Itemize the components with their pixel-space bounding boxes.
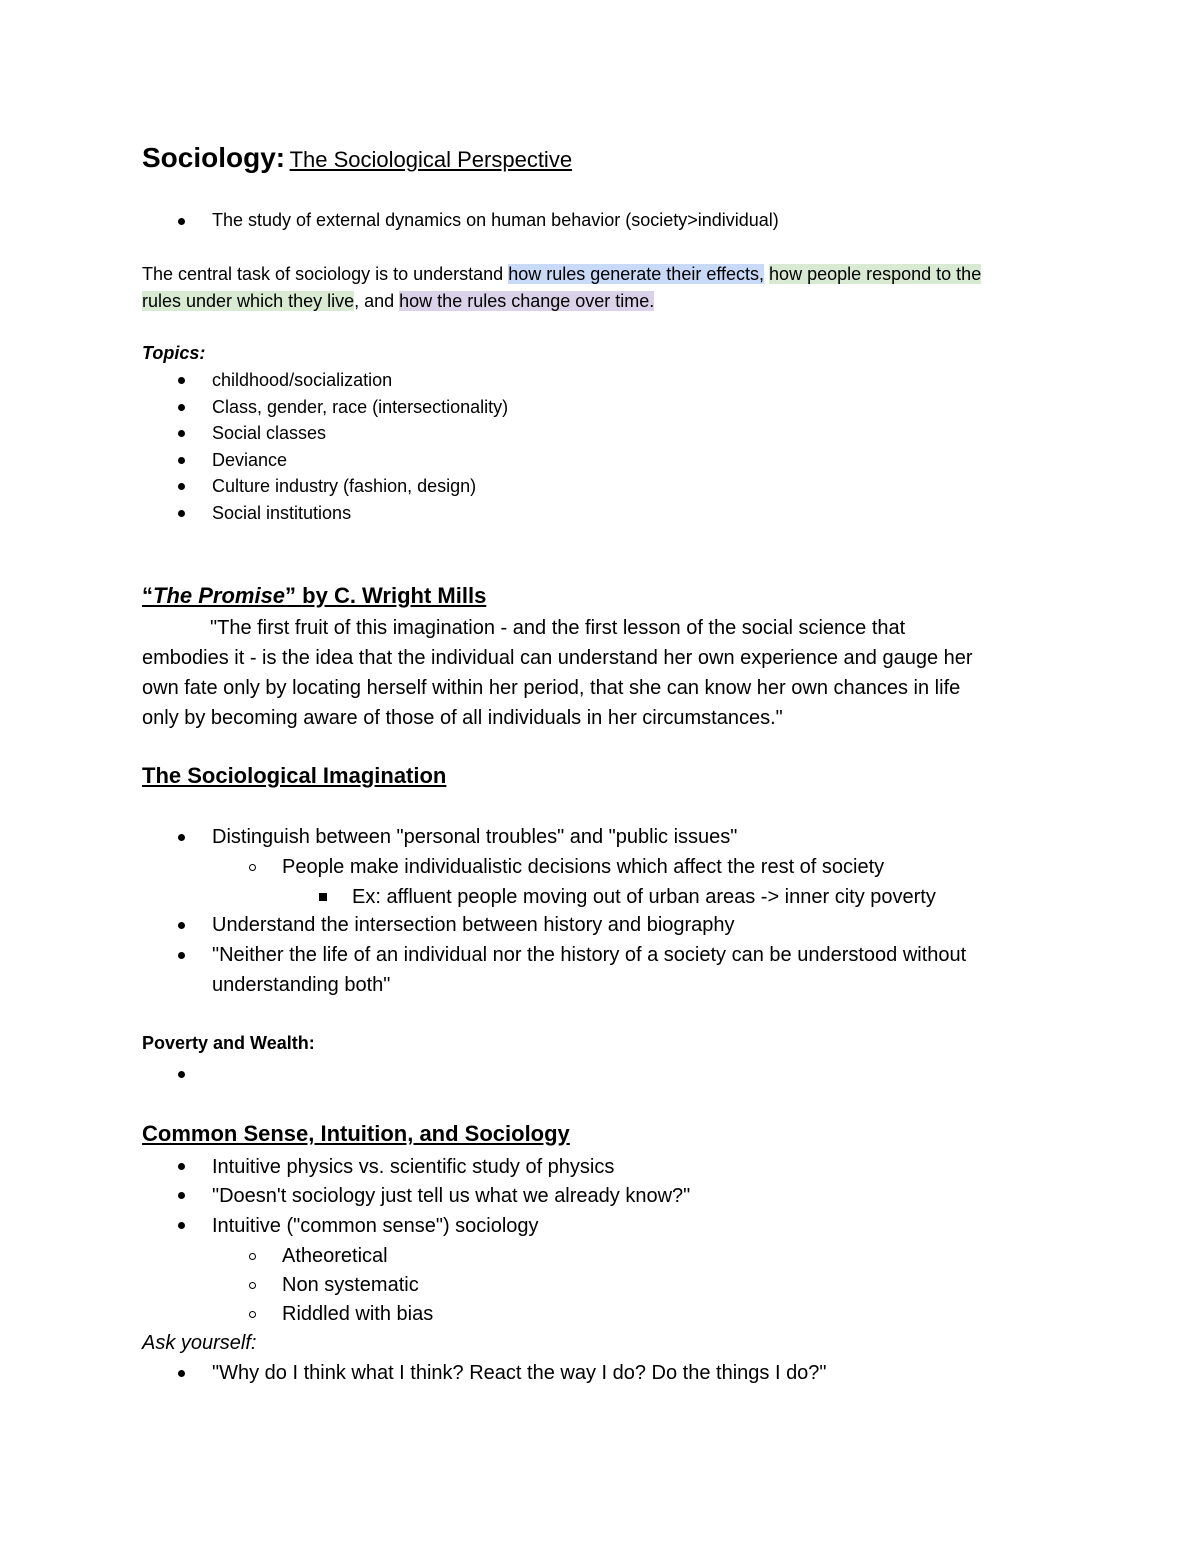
highlight-people-respond: how people respond to the [769,264,982,284]
ask-bullet: "Why do I think what I think? React the way I do? Do the things I do?" [212,1362,827,1384]
bullet-icon [178,1222,185,1229]
hollow-bullet-icon [249,1282,256,1289]
hollow-bullet-icon [249,1311,256,1318]
bullet-icon [178,1071,185,1078]
imagination-bullet-cont: understanding both" [212,974,391,996]
promise-heading: “The Promise” by C. Wright Mills [142,583,487,608]
topic-item: Class, gender, race (intersectionality) [212,396,509,417]
bullet-icon [178,483,185,490]
imagination-sub-sub-bullet: Ex: affluent people moving out of urban areas -> inner city poverty [352,886,936,908]
bullet-icon [178,510,185,517]
highlight-rules-effects: how rules generate their effects, [508,264,765,284]
hollow-bullet-icon [249,1253,256,1260]
central-task-line1: The central task of sociology is to understand how rules generate their effects, how people respond to the [142,264,982,284]
common-sub-item: Riddled with bias [282,1303,434,1325]
topics-label: Topics: [142,343,206,363]
common-sub-item: Atheoretical [282,1245,388,1267]
bullet-icon [178,457,185,464]
promise-quote-line: own fate only by locating herself within her period, that she can know her own chances in life [142,677,961,699]
common-bullet: "Doesn't sociology just tell us what we already know?" [212,1185,691,1207]
promise-quote-line: only by becoming aware of those of all individuals in her circumstances." [142,707,783,729]
topic-item: Deviance [212,449,288,470]
topic-item: Social institutions [212,503,352,523]
poverty-heading: Poverty and Wealth: [142,1033,315,1053]
imagination-bullet: Distinguish between "personal troubles" and "public issues" [212,826,738,848]
promise-title: The Promise [153,583,286,608]
title-subtitle: The Sociological Perspective [289,147,573,172]
central-task-line2: rules under which they live, and how the rules change over time. [142,291,655,311]
intro-bullet-text: The study of external dynamics on human behavior (society>individual) [212,210,779,230]
bullet-icon [178,1163,185,1170]
ask-yourself-label: Ask yourself: [142,1332,257,1354]
common-heading: Common Sense, Intuition, and Sociology [142,1121,570,1146]
highlight-rules-change: how the rules change over time. [399,291,655,311]
square-bullet-icon [319,893,327,901]
bullet-icon [178,377,185,384]
common-sub-item: Non systematic [282,1274,419,1296]
bullet-icon [178,952,185,959]
imagination-bullet: Understand the intersection between history and biography [212,914,735,936]
title-main: Sociology: [142,142,286,173]
page-title [142,142,572,174]
topic-item: childhood/socialization [212,370,393,390]
highlight-rules-live: rules under which they live [142,291,355,311]
common-bullet: Intuitive physics vs. scientific study of physics [212,1156,615,1178]
promise-quote-line: "The first fruit of this imagination - and the first lesson of the social science that [210,617,906,639]
bullet-icon [178,1370,185,1377]
promise-quote-line: embodies it - is the idea that the individual can understand her own experience and gauge her [142,647,973,669]
bullet-icon [178,218,185,225]
imagination-sub-bullet: People make individualistic decisions which affect the rest of society [282,856,885,878]
common-bullet: Intuitive ("common sense") sociology [212,1215,539,1237]
imagination-heading: The Sociological Imagination [142,763,447,788]
topic-item: Culture industry (fashion, design) [212,476,477,497]
bullet-icon [178,404,185,411]
hollow-bullet-icon [249,864,256,871]
imagination-bullet: "Neither the life of an individual nor the history of a society can be understood without [212,944,967,966]
bullet-icon [178,922,185,929]
bullet-icon [178,834,185,841]
bullet-icon [178,430,185,437]
bullet-icon [178,1192,185,1199]
topic-item: Social classes [212,423,327,444]
